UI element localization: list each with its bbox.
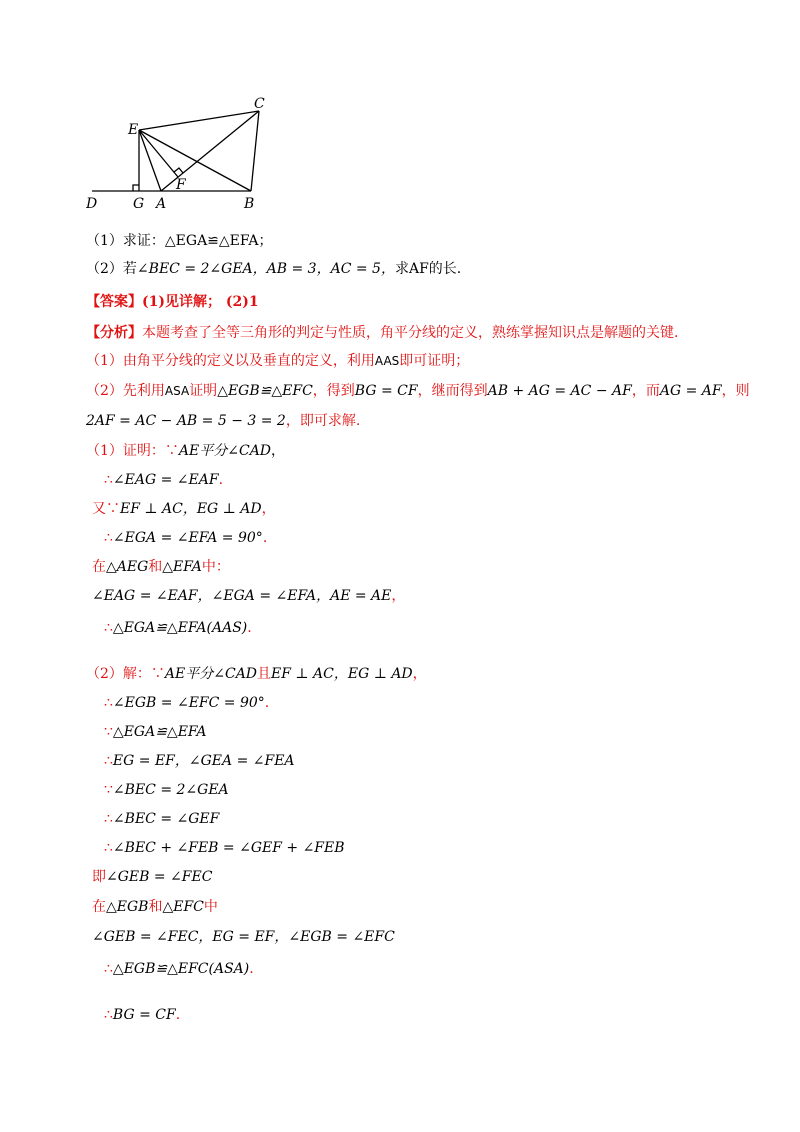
proof2-line10 [92,927,395,947]
proof1-line6 [92,586,405,606]
proof2-l12-math: BG = CF [112,1007,176,1023]
proof2-l2-end: . [264,695,270,711]
proof1-line7 [104,618,252,638]
analysis-p2-i: ，而 [631,383,660,399]
proof2-l9-e: 中 [203,899,218,915]
proof1-line4 [104,528,267,548]
analysis-p2-a: （2）先利用 [86,383,165,399]
analysis-p1-prefix: （1）由角平分线的定义以及垂直的定义，利用 [86,353,375,369]
proof2-l6-sym: ∴ [104,811,113,827]
question-1 [86,231,273,251]
proof2-l11-end: . [249,961,254,977]
proof1-l6-end: ， [391,588,406,604]
analysis-p2-f: BG = CF [354,383,418,399]
analysis-p2-j: AG = AF [659,383,722,399]
analysis-p2 [86,381,750,401]
proof2-l3-sym: ∵ [104,724,113,740]
label-C: C [254,96,265,112]
label-G: G [133,196,145,212]
analysis-p2-g: ，继而得到 [417,383,488,399]
proof2-line9 [92,897,218,917]
analysis-p2-h: AB + AG = AC − AF [487,383,632,399]
proof2-l11-sym: ∴ [104,961,113,977]
proof1-line1 [86,441,285,461]
proof1-l5-e: 中： [201,559,230,575]
analysis-p2-b: ASA [164,384,190,398]
proof2-l4-sym: ∴ [104,753,113,769]
proof2-l5-math: ∠BEC = 2∠GEA [112,782,229,798]
proof2-l7-sym: ∴ [104,840,113,856]
segment-EC [139,111,259,130]
proof1-l7-sym: ∴ [104,620,113,636]
proof2-l1-label: （2）解：∵ [86,666,165,682]
proof2-line1 [86,664,427,684]
proof2-l12-end: . [175,1007,181,1023]
proof2-l5-sym: ∵ [104,782,113,798]
proof2-l7-math: ∠BEC + ∠FEB = ∠GEF + ∠FEB [112,840,345,856]
proof1-l5-a: 在 [92,559,106,575]
proof1-l5-c: 和 [148,559,163,575]
analysis-p3-a: 2AF = AC − AB = 5 − 3 = 2 [86,413,286,429]
label-E: E [128,122,139,138]
proof1-l4-math: ∠EGA = ∠EFA = 90° [112,530,263,546]
proof1-line3 [92,499,276,519]
analysis-line [86,323,678,343]
label-F: F [176,177,186,193]
question-2-math: ∠BEC = 2∠GEA，AB = 3，AC = 5， [136,261,395,277]
proof2-l9-c: 和 [148,899,163,915]
segment-EF [139,130,178,177]
segment-EA [139,130,161,191]
analysis-p2-c: 证明 [189,383,218,399]
proof1-l4-sym: ∴ [104,530,113,546]
right-angle-mark-G [133,185,139,191]
proof2-line12 [104,1005,180,1025]
proof1-l3-label: 又∵ [92,501,120,517]
proof2-l1-b: 且 [257,666,272,682]
proof2-l6-math: ∠BEC = ∠GEF [112,811,220,827]
analysis-text: 本题考查了全等三角形的判定与性质，角平分线的定义，熟练掌握知识点是解题的关键. [142,325,679,341]
proof2-line7 [104,838,345,858]
proof1-l2-math: ∠EAG = ∠EAF [112,472,219,488]
proof1-l2-end: . [218,472,224,488]
proof2-line8 [92,867,212,887]
analysis-p2-d: △EGB≌△EFC [217,383,313,399]
proof1-l1-label: （1）证明：∵ [86,443,179,459]
proof2-l1-end: ， [412,666,427,682]
proof2-l4-math: EG = EF，∠GEA = ∠FEA [112,753,295,769]
label-A: A [156,196,167,212]
analysis-p2-k: ，则 [721,383,750,399]
label-B: B [244,196,255,212]
proof1-l6-math: ∠EAG = ∠EAF，∠EGA = ∠EFA，AE = AE [92,588,392,604]
proof2-line4 [104,751,295,771]
answer-text: (1)见详解； (2)1 [142,294,259,310]
proof2-l1-a: AE平分∠CAD [164,666,258,682]
proof1-l1-end: ， [271,443,286,459]
geometry-figure [86,92,286,214]
proof2-line5 [104,780,229,800]
proof2-l2-math: ∠EGB = ∠EFC = 90° [112,695,265,711]
label-D: D [86,196,98,212]
analysis-p1-math: AAS [374,354,400,368]
proof1-l5-d: △EFA [162,559,202,575]
proof2-l2-sym: ∴ [104,695,113,711]
answer-label: 【答案】 [86,294,142,310]
proof2-line6 [104,809,219,829]
proof2-line11 [104,959,254,979]
proof1-line5 [92,557,230,577]
segment-EB [139,130,251,191]
proof2-l8-math: ∠GEB = ∠FEC [106,869,213,885]
proof2-l11-math: △EGB≌△EFC(ASA) [112,961,250,977]
analysis-p2-e: ，得到 [312,383,355,399]
proof1-l5-b: △AEG [106,559,149,575]
question-2-suffix: 求AF的长. [394,261,462,277]
proof2-line2 [104,693,269,713]
analysis-p1 [86,351,469,371]
analysis-p1-suffix: 即可证明； [399,353,470,369]
proof1-l3-math: EF ⊥ AC，EG ⊥ AD [120,501,262,517]
analysis-p3 [86,411,360,431]
question-2 [86,259,461,279]
analysis-label: 【分析】 [86,325,142,341]
proof1-l4-end: . [262,530,268,546]
right-angle-mark-F [174,168,183,173]
segment-CB [251,111,259,191]
question-1-text: （1）求证：△EGA≌△EFA； [86,233,273,249]
proof1-l1-math: AE平分∠CAD [178,443,272,459]
proof1-l7-math: △EGA≌△EFA(AAS) [112,620,248,636]
proof2-l9-d: △EFC [162,899,204,915]
answer-line [86,292,259,312]
proof2-l9-a: 在 [92,899,106,915]
question-2-prefix: （2）若 [86,261,137,277]
proof1-l7-end: . [247,620,252,636]
proof2-line3 [104,722,207,742]
proof2-l12-sym: ∴ [104,1007,113,1023]
proof2-l10-math: ∠GEB = ∠FEC，EG = EF，∠EGB = ∠EFC [92,929,395,945]
proof2-l9-b: △EGB [106,899,149,915]
proof2-l8-a: 即 [92,869,106,885]
analysis-p3-b: ，即可求解. [285,413,361,429]
proof1-l3-end: ， [261,501,276,517]
proof2-l1-c: EF ⊥ AC，EG ⊥ AD [271,666,413,682]
proof1-line2 [104,470,223,490]
proof2-l3-math: △EGA≌△EFA [112,724,207,740]
proof1-l2-sym: ∴ [104,472,113,488]
